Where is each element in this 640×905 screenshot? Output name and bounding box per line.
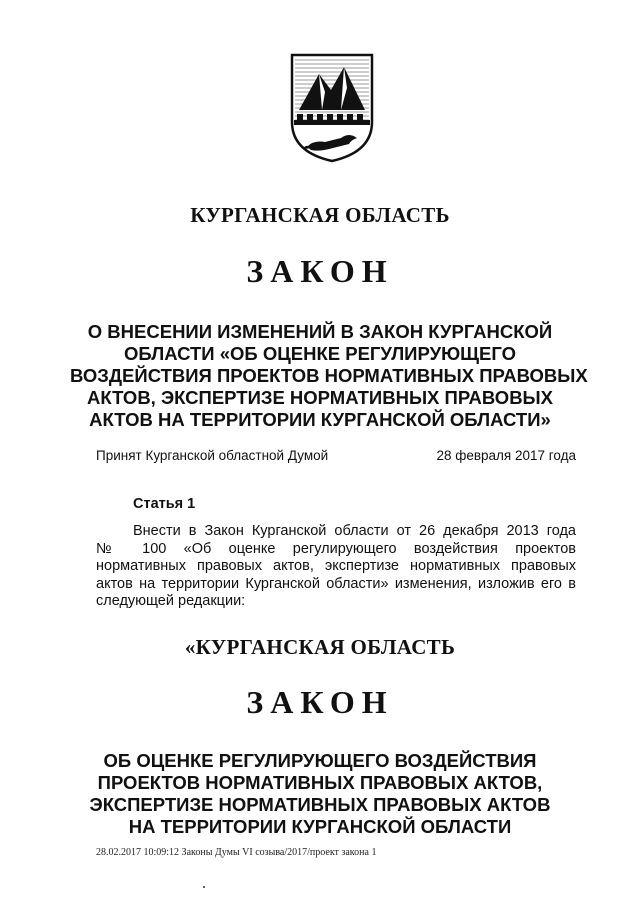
article-line: Внести в Закон Курганской области от 26 декабря 2013 года [133, 523, 576, 539]
law-title-line: ОБЛАСТИ «ОБ ОЦЕНКЕ РЕГУЛИРУЮЩЕГО [124, 343, 516, 364]
quoted-title-line: ПРОЕКТОВ НОРМАТИВНЫХ ПРАВОВЫХ АКТОВ, [97, 772, 543, 793]
file-path-footer: 28.02.2017 10:09:12 Законы Думы VI созыва/2017/проект закона 1 [96, 847, 377, 858]
law-title-line: ВОЗДЕЙСТВИЯ ПРОЕКТОВ НОРМАТИВНЫХ ПРАВОВЫХ [70, 365, 588, 386]
law-title [70, 321, 588, 431]
quoted-law-heading: ЗАКОН [246, 684, 394, 720]
quoted-title-line: ОБ ОЦЕНКЕ РЕГУЛИРУЮЩЕГО ВОЗДЕЙСТВИЯ [103, 750, 537, 771]
article-heading: Статья 1 [133, 496, 196, 512]
article-line: нормативных правовых актов, экспертизе нормативных правовых [96, 558, 576, 574]
article-line: № 100 «Об оценке регулирующего воздействия проектов [96, 540, 576, 557]
quoted-law-title [70, 750, 570, 838]
quoted-region-heading: «КУРГАНСКАЯ ОБЛАСТЬ [184, 635, 456, 659]
adopted-by: Принят Курганской областной Думой [96, 448, 329, 463]
adoption-date: 28 февраля 2017 года [436, 448, 576, 463]
quoted-title-line: НА ТЕРРИТОРИИ КУРГАНСКОЙ ОБЛАСТИ [128, 816, 512, 837]
scan-speck [203, 886, 205, 888]
article-line: следующей редакции: [96, 593, 246, 609]
law-title-line: АКТОВ НА ТЕРРИТОРИИ КУРГАНСКОЙ ОБЛАСТИ» [89, 409, 551, 430]
quoted-title-line: ЭКСПЕРТИЗЕ НОРМАТИВНЫХ ПРАВОВЫХ АКТОВ [89, 794, 551, 815]
article-line: актов на территории Курганской области» изменения, изложив его в [96, 575, 576, 592]
region-heading: КУРГАНСКАЯ ОБЛАСТЬ [190, 203, 450, 227]
adoption-info [96, 448, 576, 468]
law-title-line: О ВНЕСЕНИИ ИЗМЕНЕНИЙ В ЗАКОН КУРГАНСКОЙ [87, 321, 553, 342]
coat-of-arms-icon [289, 52, 375, 164]
law-heading: ЗАКОН [246, 253, 394, 289]
law-title-line: АКТОВ, ЭКСПЕРТИЗЕ НОРМАТИВНЫХ ПРАВОВЫХ [86, 387, 554, 408]
article-body [96, 523, 576, 611]
